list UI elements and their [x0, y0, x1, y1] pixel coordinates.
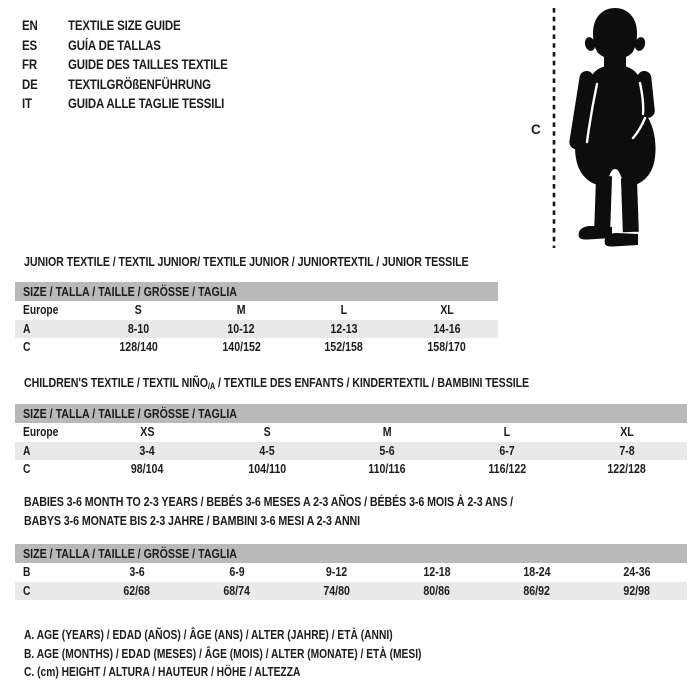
table-cell: 8-10 [127, 321, 150, 336]
size-header-bar [15, 404, 687, 423]
table-cell: L [340, 303, 348, 318]
language-code: DE [22, 75, 38, 92]
table-cell: 14-16 [433, 321, 461, 336]
row-label: Europe [23, 303, 59, 318]
table-row [15, 582, 687, 601]
table-cell: 92/98 [623, 583, 651, 598]
language-label: GUIDE DES TAILLES TEXTILE [68, 56, 228, 73]
table-row [15, 563, 687, 582]
row-label: B [23, 565, 31, 580]
table-cell: 98/104 [130, 462, 164, 477]
language-label: GUIDA ALLE TAGLIE TESSILI [68, 95, 225, 112]
row-label: C [23, 462, 31, 477]
table-cell: 4-5 [259, 443, 275, 458]
table-cell: 110/116 [368, 462, 406, 477]
children-table-title-text [24, 374, 529, 396]
table-row [15, 423, 687, 442]
language-label: TEXTILE SIZE GUIDE [68, 17, 181, 33]
table-row [15, 320, 498, 339]
size-header-bar [15, 544, 687, 563]
table-cell: 116/122 [488, 462, 526, 477]
children-title-sub: /A [207, 381, 216, 391]
size-header-bar [15, 282, 498, 301]
table-row [15, 442, 687, 461]
toddler-figure [568, 8, 655, 247]
table-cell: 12-13 [330, 321, 358, 336]
toddler-silhouette-icon [520, 5, 700, 251]
row-label: A [23, 321, 31, 336]
children-title-post: / TEXTILE DES ENFANTS / KINDERTEXTIL / BAMBINI TESSILE [215, 375, 530, 390]
table-row [15, 338, 498, 357]
table-cell: 9-12 [326, 565, 348, 580]
table-cell: 152/158 [324, 340, 364, 355]
children-table-rows [15, 423, 687, 479]
table-cell: 5-6 [379, 443, 395, 458]
table-cell: 74/80 [323, 583, 351, 598]
language-row [22, 75, 263, 95]
table-cell: 6-9 [229, 565, 245, 580]
footnote-b: B. AGE (MONTHS) / EDAD (MESES) / ÂGE (MOIS) / ALTER (MONATE) / ETÀ (MESI) [24, 646, 422, 661]
table-cell: 3-4 [139, 443, 155, 458]
junior-table-title-text: JUNIOR TEXTILE / TEXTIL JUNIOR/ TEXTILE JUNIOR / JUNIORTEXTIL / JUNIOR TESSILE [24, 254, 469, 269]
children-table-title [24, 374, 640, 396]
babies-title-line1: BABIES 3-6 MONTH TO 2-3 YEARS / BEBÉS 3-6 MESES A 2-3 AÑOS / BÉBÉS 3-6 MOIS À 2-3 ANS / [24, 494, 514, 509]
row-label: A [23, 443, 31, 458]
language-row [22, 16, 263, 36]
table-cell: S [134, 303, 142, 318]
figure-height-label: C [531, 122, 541, 137]
table-cell: 86/92 [523, 583, 551, 598]
table-cell: M [236, 303, 246, 318]
table-cell: 18-24 [523, 565, 551, 580]
children-textile-table [15, 404, 687, 479]
row-label: Europe [23, 425, 59, 440]
size-header-label: SIZE / TALLA / TAILLE / GRÖSSE / TAGLIA [23, 546, 237, 561]
table-cell: 158/170 [427, 340, 466, 355]
table-cell: 104/110 [248, 462, 286, 477]
language-row [22, 94, 263, 114]
table-cell: S [263, 425, 271, 440]
language-list [22, 16, 263, 114]
babies-textile-table [15, 544, 687, 600]
row-label: C [23, 340, 31, 355]
table-cell: 68/74 [223, 583, 251, 598]
footnote-c: C. (cm) HEIGHT / ALTURA / HAUTEUR / HÖHE / ALTEZZA [24, 665, 301, 680]
table-cell: 7-8 [619, 443, 635, 458]
table-row [15, 301, 498, 320]
language-code: ES [22, 36, 37, 53]
table-cell: 6-7 [499, 443, 515, 458]
language-code: FR [22, 56, 37, 73]
table-cell: XS [139, 425, 155, 440]
table-cell: 122/128 [607, 462, 647, 477]
language-label: TEXTILGRÖßENFÜHRUNG [68, 75, 211, 92]
table-row [15, 460, 687, 479]
junior-textile-table [15, 282, 498, 357]
footnotes [24, 626, 509, 682]
table-cell: 128/140 [119, 340, 158, 355]
table-cell: 80/86 [423, 583, 451, 598]
babies-table-rows [15, 563, 687, 600]
babies-title-line2: BABYS 3-6 MONATE BIS 2-3 JAHRE / BAMBINI 3-6 MESI A 2-3 ANNI [24, 512, 361, 528]
footnote-a: A. AGE (YEARS) / EDAD (AÑOS) / ÂGE (ANS) / ALTER (JAHRE) / ETÀ (ANNI) [24, 628, 393, 642]
junior-table-title [24, 253, 566, 272]
table-cell: XL [439, 303, 454, 318]
babies-table-title [24, 493, 620, 530]
table-cell: 24-36 [623, 565, 651, 580]
size-header-label: SIZE / TALLA / TAILLE / GRÖSSE / TAGLIA [23, 406, 237, 421]
table-cell: L [503, 425, 511, 440]
children-title-pre: CHILDREN'S TEXTILE / TEXTIL NIÑO [24, 375, 208, 390]
language-row [22, 55, 263, 75]
language-code: IT [22, 95, 32, 112]
table-cell: 10-12 [227, 321, 255, 336]
size-header-label: SIZE / TALLA / TAILLE / GRÖSSE / TAGLIA [23, 284, 237, 299]
table-cell: M [382, 425, 392, 440]
language-row [22, 36, 263, 56]
row-label: C [23, 583, 31, 598]
junior-table-rows [15, 301, 498, 357]
table-cell: 140/152 [221, 340, 261, 355]
language-label: GUÍA DE TALLAS [68, 36, 161, 53]
language-code: EN [22, 17, 38, 33]
table-cell: 3-6 [129, 565, 145, 580]
table-cell: 12-18 [423, 565, 451, 580]
table-cell: XL [620, 425, 634, 440]
table-cell: 62/68 [123, 583, 151, 598]
